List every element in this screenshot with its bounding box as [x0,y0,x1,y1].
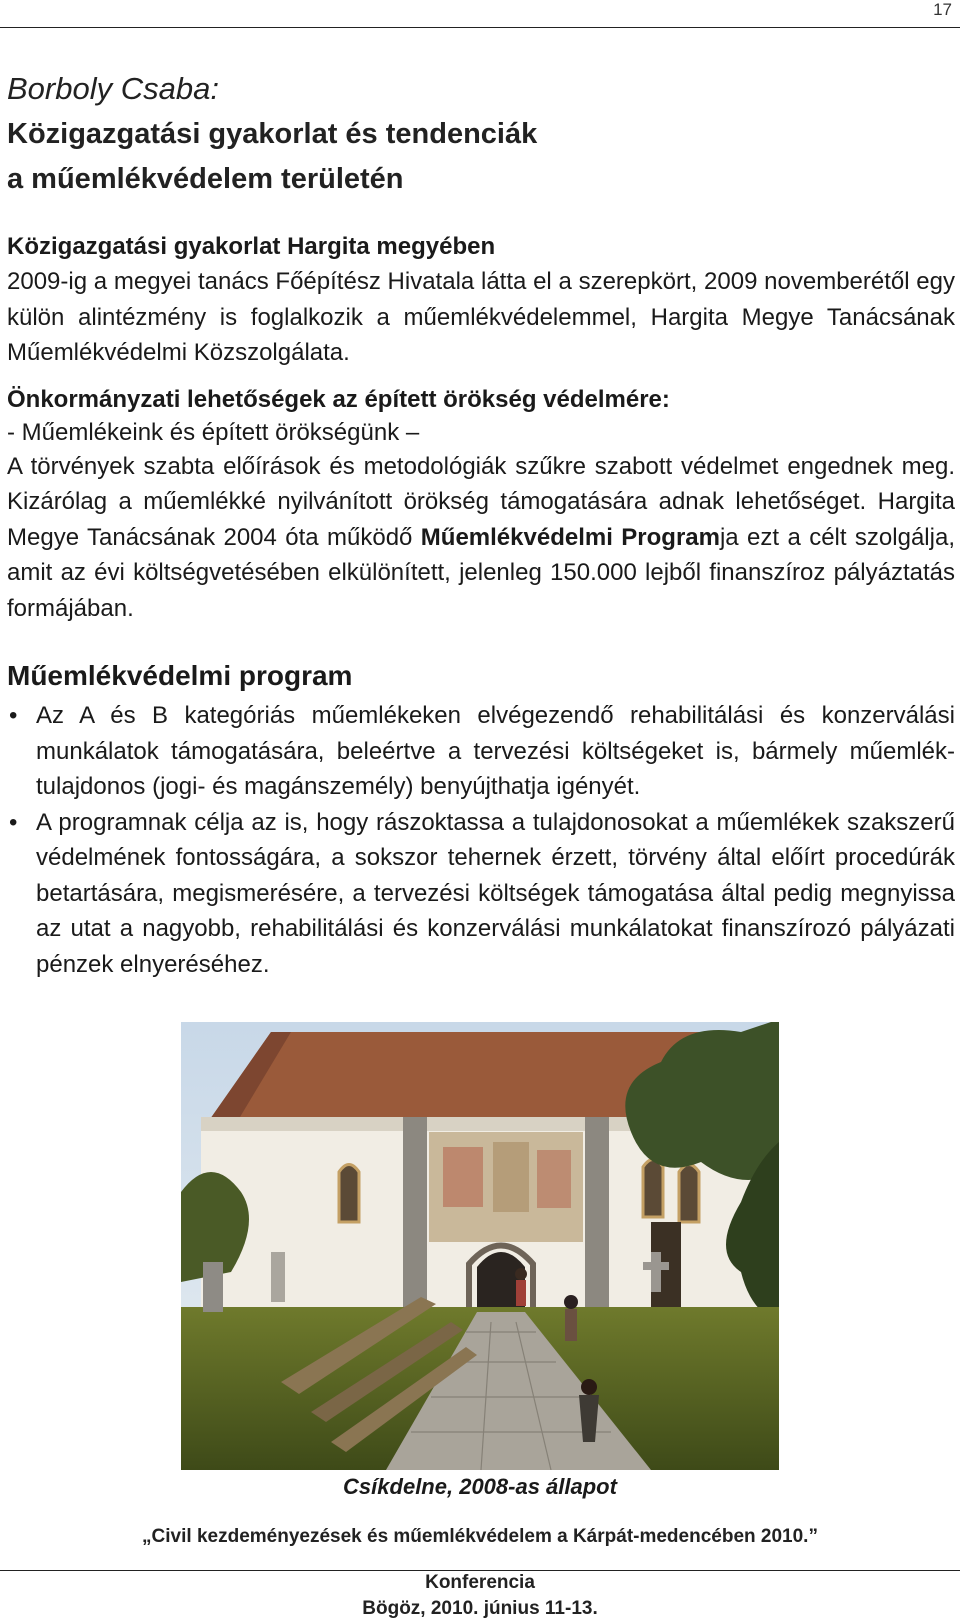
article-title-line1: Közigazgatási gyakorlat és tendenciák [7,118,538,150]
section-subline: - Műemlékeink és épített örökségünk – [7,418,420,446]
page-number: 17 [933,0,952,19]
section-heading-hargita: Közigazgatási gyakorlat Hargita megyében [7,233,496,260]
bullet-icon: • [9,808,18,836]
bullet-icon: • [9,702,18,729]
paragraph-text-part2: ja ezt a célt szolgálja, amit az évi költségvetésében elkülönített, jelenleg 150.000 lejből finanszíroz pályáztatás formájában. [7,523,955,622]
figure-caption: Csíkdelne, 2008-as állapot [343,1474,617,1499]
program-bullet-list [7,698,955,982]
section-paragraph-onkormanyzati [7,449,955,627]
list-item-text: A programnak célja az is, hogy rászoktassa a tulajdonosokat a műemlékek szakszerű védelmének fontosságára, a sokszor tehernek érzett, törvény által előírt procedúrák betartására, megismerésére, a tervezési költségek támogatása által pedig megnyissa az utat a nagyobb, rehabilitálási és konzerválási munkálatokat finanszírozó pályázati pénzek elnyeréséhez. [36,808,955,978]
list-item [7,805,955,983]
article-body [7,70,955,982]
section-paragraph-hargita: 2009-ig a megyei tanács Főépítész Hivatala látta el a szerepkört, 2009 novemberétől egy külön alintézmény is foglalkozik a műemlékvédelemmel, Hargita Megye Tanácsának Műemlékvédelmi Közszolgálata. [7,268,955,366]
footer-conference-label: Konferencia [425,1572,535,1593]
article-title-line2: a műemlékvédelem területén [7,163,404,195]
list-item-text: Az A és B kategóriás műemlékeken elvégezendő rehabilitálási és konzerválási munkálatok támogatására, beleértve a tervezési költségeket is, bármely műemlék-tulajdonos (jogi- és magánszemély) benyújthatja igényét. [36,702,955,800]
header-rule [0,27,960,28]
section-heading-program: Műemlékvédelmi program [7,660,353,691]
footer-rule [0,1570,960,1571]
article-author: Borboly Csaba: [7,71,219,106]
footer-location-date: Bögöz, 2010. június 11-13. [362,1598,598,1619]
program-name-bold: Műemlékvédelmi Program [420,523,720,551]
paragraph-text-part1: A törvények szabta előírások és metodológiák szűkre szabott védelmet engednek meg. Kizárólag a műemlékké nyilvánított örökség támogatására adnak lehetőséget. Hargita Megye Tanácsának 2004 óta működő [7,452,955,551]
section-heading-onkormanyzati: Önkormányzati lehetőségek az épített örökség védelmére: [7,385,670,413]
list-item [7,698,955,805]
church-photo [181,1022,779,1470]
footer-conference-title: „Civil kezdeményezések és műemlékvédelem a Kárpát-medencében 2010.” [142,1526,818,1547]
